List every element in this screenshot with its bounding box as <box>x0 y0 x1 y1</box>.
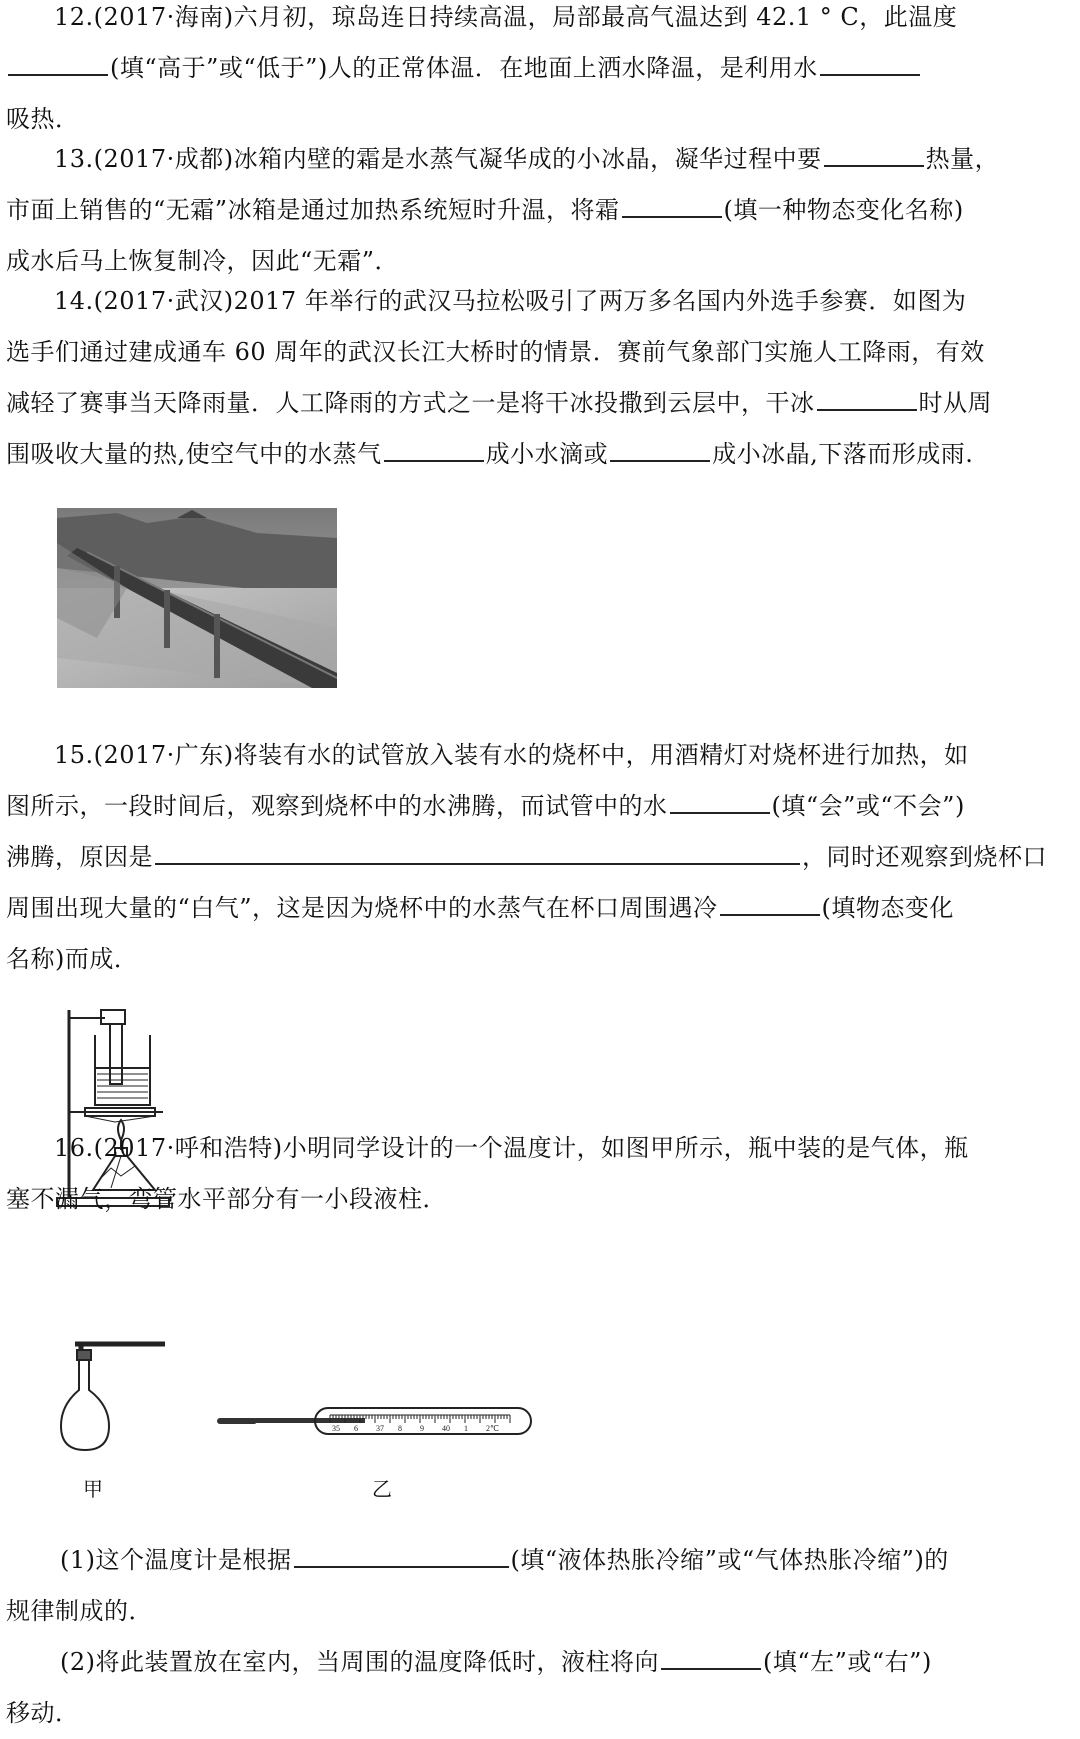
question-source: (2017·呼和浩特) <box>93 1134 283 1162</box>
question-text: 移动． <box>6 1699 80 1727</box>
question-text: 名称)而成． <box>6 945 139 973</box>
figure-a-caption: 甲 <box>83 1477 103 1501</box>
question-number: 15. <box>54 741 94 769</box>
thermometer-scale-label: 6 <box>354 1424 358 1433</box>
question-text: 围吸收大量的热,使空气中的水蒸气 <box>6 440 382 468</box>
question-12 <box>6 0 1056 145</box>
question-text: 成小冰晶,下落而形成雨. <box>712 440 974 468</box>
question-text: 选手们通过建成通车 60 周年的武汉长江大桥时的情景．赛前气象部门实施人工降雨，有效 <box>6 338 985 366</box>
thermometer-scale-label: 2℃ <box>486 1424 499 1433</box>
question-number: 16. <box>54 1134 94 1162</box>
thermometer-scale-label: 9 <box>420 1424 424 1433</box>
question-13 <box>6 134 1056 287</box>
question-text: 小明同学设计的一个温度计，如图甲所示，瓶中装的是气体，瓶 <box>282 1134 969 1162</box>
question-text: 规律制成的． <box>6 1597 153 1625</box>
flask-thermometer-diagram <box>55 1330 170 1480</box>
answer-blank[interactable] <box>817 387 917 411</box>
question-text: (填一种物态变化名称) <box>723 196 964 224</box>
question-source: (2017·海南) <box>93 3 234 31</box>
question-16 <box>6 1123 1056 1225</box>
question-text: 成水后马上恢复制冷，因此“无霜”． <box>6 247 400 275</box>
question-number: 14. <box>54 287 94 315</box>
question-text: 沸腾，原因是 <box>6 843 153 871</box>
question-16-parts <box>6 1535 1056 1739</box>
question-number: 12. <box>54 3 94 31</box>
question-text: (填“高于”或“低于”)人的正常体温．在地面上洒水降温，是利用水 <box>110 54 818 82</box>
clinical-thermometer-diagram <box>215 1405 535 1439</box>
bridge-photo <box>57 508 337 688</box>
question-text: (填物态变化 <box>821 894 954 922</box>
question-text: 热量， <box>925 145 1000 173</box>
thermometer-scale-label: 8 <box>398 1424 402 1433</box>
answer-blank[interactable] <box>661 1646 761 1670</box>
thermometer-scale-label: 40 <box>442 1424 450 1433</box>
question-source: (2017·广东) <box>93 741 234 769</box>
question-number: 13. <box>54 145 94 173</box>
answer-blank[interactable] <box>720 892 820 916</box>
question-text: 成小水滴或 <box>485 440 609 468</box>
figure-b-caption: 乙 <box>372 1477 392 1501</box>
question-source: (2017·武汉) <box>93 287 234 315</box>
question-text: (2)将此装置放在室内，当周围的温度降低时，液柱将向 <box>60 1648 659 1676</box>
answer-blank[interactable] <box>670 790 770 814</box>
answer-blank[interactable] <box>294 1544 509 1568</box>
answer-blank[interactable] <box>610 438 710 462</box>
question-text: 周围出现大量的“白气”，这是因为烧杯中的水蒸气在杯口周围遇冷 <box>6 894 718 922</box>
question-text: (1)这个温度计是根据 <box>60 1546 292 1574</box>
answer-blank[interactable] <box>8 52 108 76</box>
answer-blank[interactable] <box>622 194 722 218</box>
answer-blank[interactable] <box>824 143 924 167</box>
question-15 <box>6 730 1056 985</box>
question-text: 图所示，一段时间后，观察到烧杯中的水沸腾，而试管中的水 <box>6 792 668 820</box>
question-text: 六月初，琼岛连日持续高温，局部最高气温达到 42.1 ° C，此温度 <box>233 3 958 31</box>
thermometer-scale-label: 1 <box>464 1424 468 1433</box>
question-text: 冰箱内壁的霜是水蒸气凝华成的小冰晶，凝华过程中要 <box>233 145 822 173</box>
question-text: 将装有水的试管放入装有水的烧杯中，用酒精灯对烧杯进行加热，如 <box>233 741 969 769</box>
question-text: (填“液体热胀冷缩”或“气体热胀冷缩”)的 <box>510 1546 949 1574</box>
question-text: 2017 年举行的武汉马拉松吸引了两万多名国内外选手参赛．如图为 <box>233 287 967 315</box>
thermometer-scale-label: 37 <box>376 1424 384 1433</box>
question-text: 减轻了赛事当天降雨量．人工降雨的方式之一是将干冰投撒到云层中，干冰 <box>6 389 815 417</box>
answer-blank[interactable] <box>155 841 800 865</box>
question-text: (填“左”或“右”) <box>763 1648 932 1676</box>
question-text: (填“会”或“不会”) <box>771 792 965 820</box>
question-text: 市面上销售的“无霜”冰箱是通过加热系统短时升温，将霜 <box>6 196 620 224</box>
question-text: 塞不漏气，弯管水平部分有一小段液柱． <box>6 1185 447 1213</box>
question-text: 吸热． <box>6 105 80 133</box>
question-text: 时从周 <box>918 389 992 417</box>
answer-blank[interactable] <box>820 52 920 76</box>
question-text: ，同时还观察到烧杯口 <box>802 843 1047 871</box>
question-14 <box>6 276 1056 480</box>
thermometer-scale-label: 35 <box>332 1424 340 1433</box>
question-source: (2017·成都) <box>93 145 234 173</box>
answer-blank[interactable] <box>384 438 484 462</box>
